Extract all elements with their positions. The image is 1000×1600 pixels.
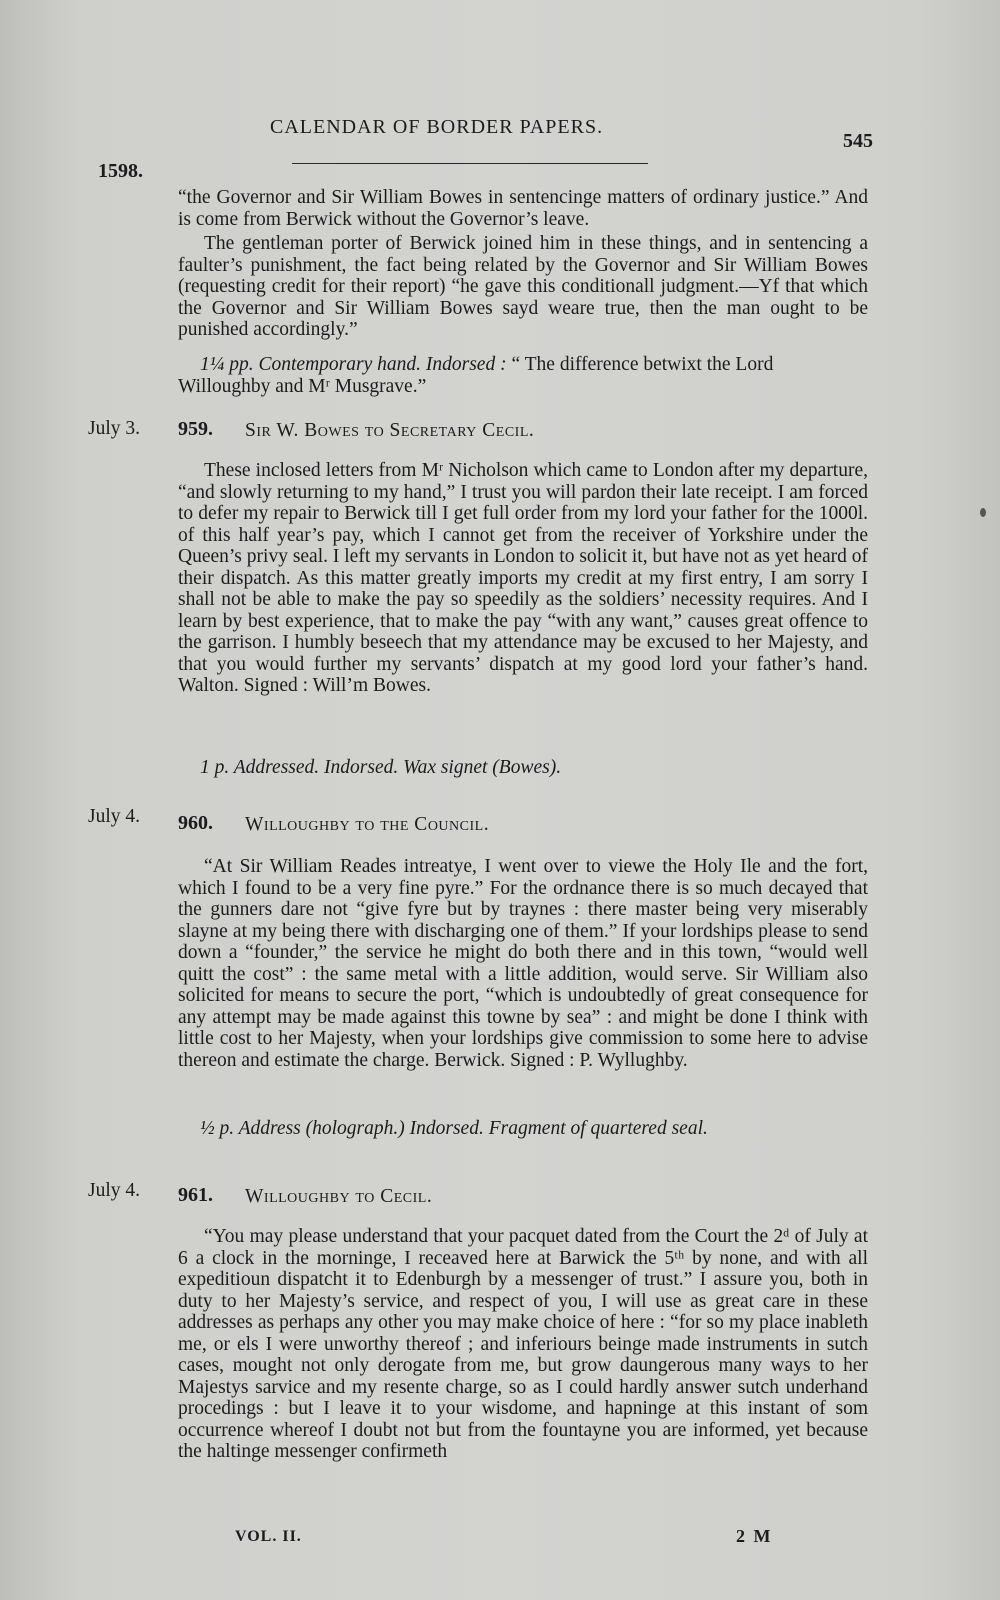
continuation-note-italic: 1¼ pp. Contemporary hand. Indorsed : bbox=[200, 354, 507, 375]
continuation-paragraph-1: “the Governor and Sir William Bowes in sentencinge matters of ordinary justice.” And is come from Berwick without the Governor’s leave. bbox=[178, 187, 868, 230]
page-number: 545 bbox=[843, 130, 873, 152]
entry-date: July 3. bbox=[88, 418, 141, 439]
continuation-paragraph-2: The gentleman porter of Berwick joined him in these things, and in sentencing a faulter’s punishment, the fact being related by the Governor and Sir William Bowes (requesting credit for their report) “he gave this conditionall judgment.—Yf that which the Governor and Sir William Bowes sayd weare true, then the man ought to be punished accordingly.” bbox=[178, 233, 868, 340]
entry-date: July 4. bbox=[88, 806, 141, 827]
year-marginal: 1598. bbox=[98, 160, 143, 182]
entry-number: 960. bbox=[178, 812, 213, 834]
entry-note: ½ p. Address (holograph.) Indorsed. Fragment of quartered seal. bbox=[200, 1118, 708, 1139]
entry-title: Willoughby to Cecil. bbox=[245, 1186, 433, 1207]
entry-body: “You may please understand that your pacquet dated from the Court the 2ᵈ of July at 6 a clock in the morninge, I receaved here at Barwick the 5ᵗʰ by none, and with all expeditioun dispatcht it to Edenburgh by a messenger of trust.” I assure you, both in duty to her Majesty’s service, and respect of you, I will use as great care in these addresses as perhaps any other you may make choice of here : “for so my place inableth me, or els I were unworthy thereof ; and inferiours beinge made instruments in sutch cases, mought not only derogate from me, but grow daungerous many ways to her Majestys sarvice and my resente charge, so as I could hardly answer sutch underhand procedings : but I leave it to your wisdome, and hapninge at this instant of som occurrence whereof I doubt not but from the fountayne you are informed, yet because the haltinge messenger confirmeth bbox=[178, 1226, 868, 1462]
margin-bullet bbox=[980, 508, 986, 517]
entry-body: “At Sir William Reades intreatye, I went over to viewe the Holy Ile and the fort, which I found to be a very fine pyre.” For the ordnance there is so much decayed that the gunners dare not “give fyre but by traynes : there master being very miserably slayne at my being there with discharging one of them.” If your lordships please to send down a “founder,” the service he might do both there and in this town, “would well quitt the cost” : the same metal with a little addition, would serve. Sir William also solicited for means to secure the port, “which is undoubtedly of great consequence for any attempt may be made against this towne by sea” : and might be done I think with little cost to her Majesty, when your lordships give commission to some here to advise thereon and estimate the charge. Berwick. Signed : P. Wyllughby. bbox=[178, 856, 868, 1071]
entry-number: 961. bbox=[178, 1184, 213, 1206]
continuation-note-plain: “ The difference betwixt the Lord Willoughby and Mʳ Musgrave.” bbox=[178, 354, 774, 397]
running-title: CALENDAR OF BORDER PAPERS. bbox=[270, 116, 604, 138]
signature-mark: 2 M bbox=[736, 1526, 773, 1546]
entry-title: Willoughby to the Council. bbox=[245, 814, 490, 835]
entry-date: July 4. bbox=[88, 1180, 141, 1201]
entry-body: These inclosed letters from Mʳ Nicholson which came to London after my departure, “and slowly returning to my hand,” I trust you will pardon their late receipt. I am forced to defer my repair to Berwick till I get full order from my lord your father for the 1000l. of this half year’s pay, which I cannot get from the receiver of Yorkshire under the Queen’s privy seal. I left my servants in London to solicit it, but have not as yet heard of their dispatch. As this matter greatly imports my credit at my first entry, I am sorry I shall not be able to make the pay so speedily as the soldiers’ necessity requires. And I learn by best experience, that to make the pay “with any want,” causes great offence to the garrison. I humbly beseech that my attendance may be excused to her Majesty, and that you would further my servants’ dispatch at my good lord your father’s hand. Walton. Signed : Will’m Bowes. bbox=[178, 460, 868, 696]
entry-note: 1 p. Addressed. Indorsed. Wax signet (Bowes). bbox=[200, 757, 562, 778]
entry-title: Sir W. Bowes to Secretary Cecil. bbox=[245, 420, 535, 441]
volume-mark: VOL. II. bbox=[235, 1528, 302, 1545]
header-rule bbox=[292, 163, 648, 164]
continuation-note bbox=[178, 354, 868, 397]
entry-number: 959. bbox=[178, 418, 213, 440]
